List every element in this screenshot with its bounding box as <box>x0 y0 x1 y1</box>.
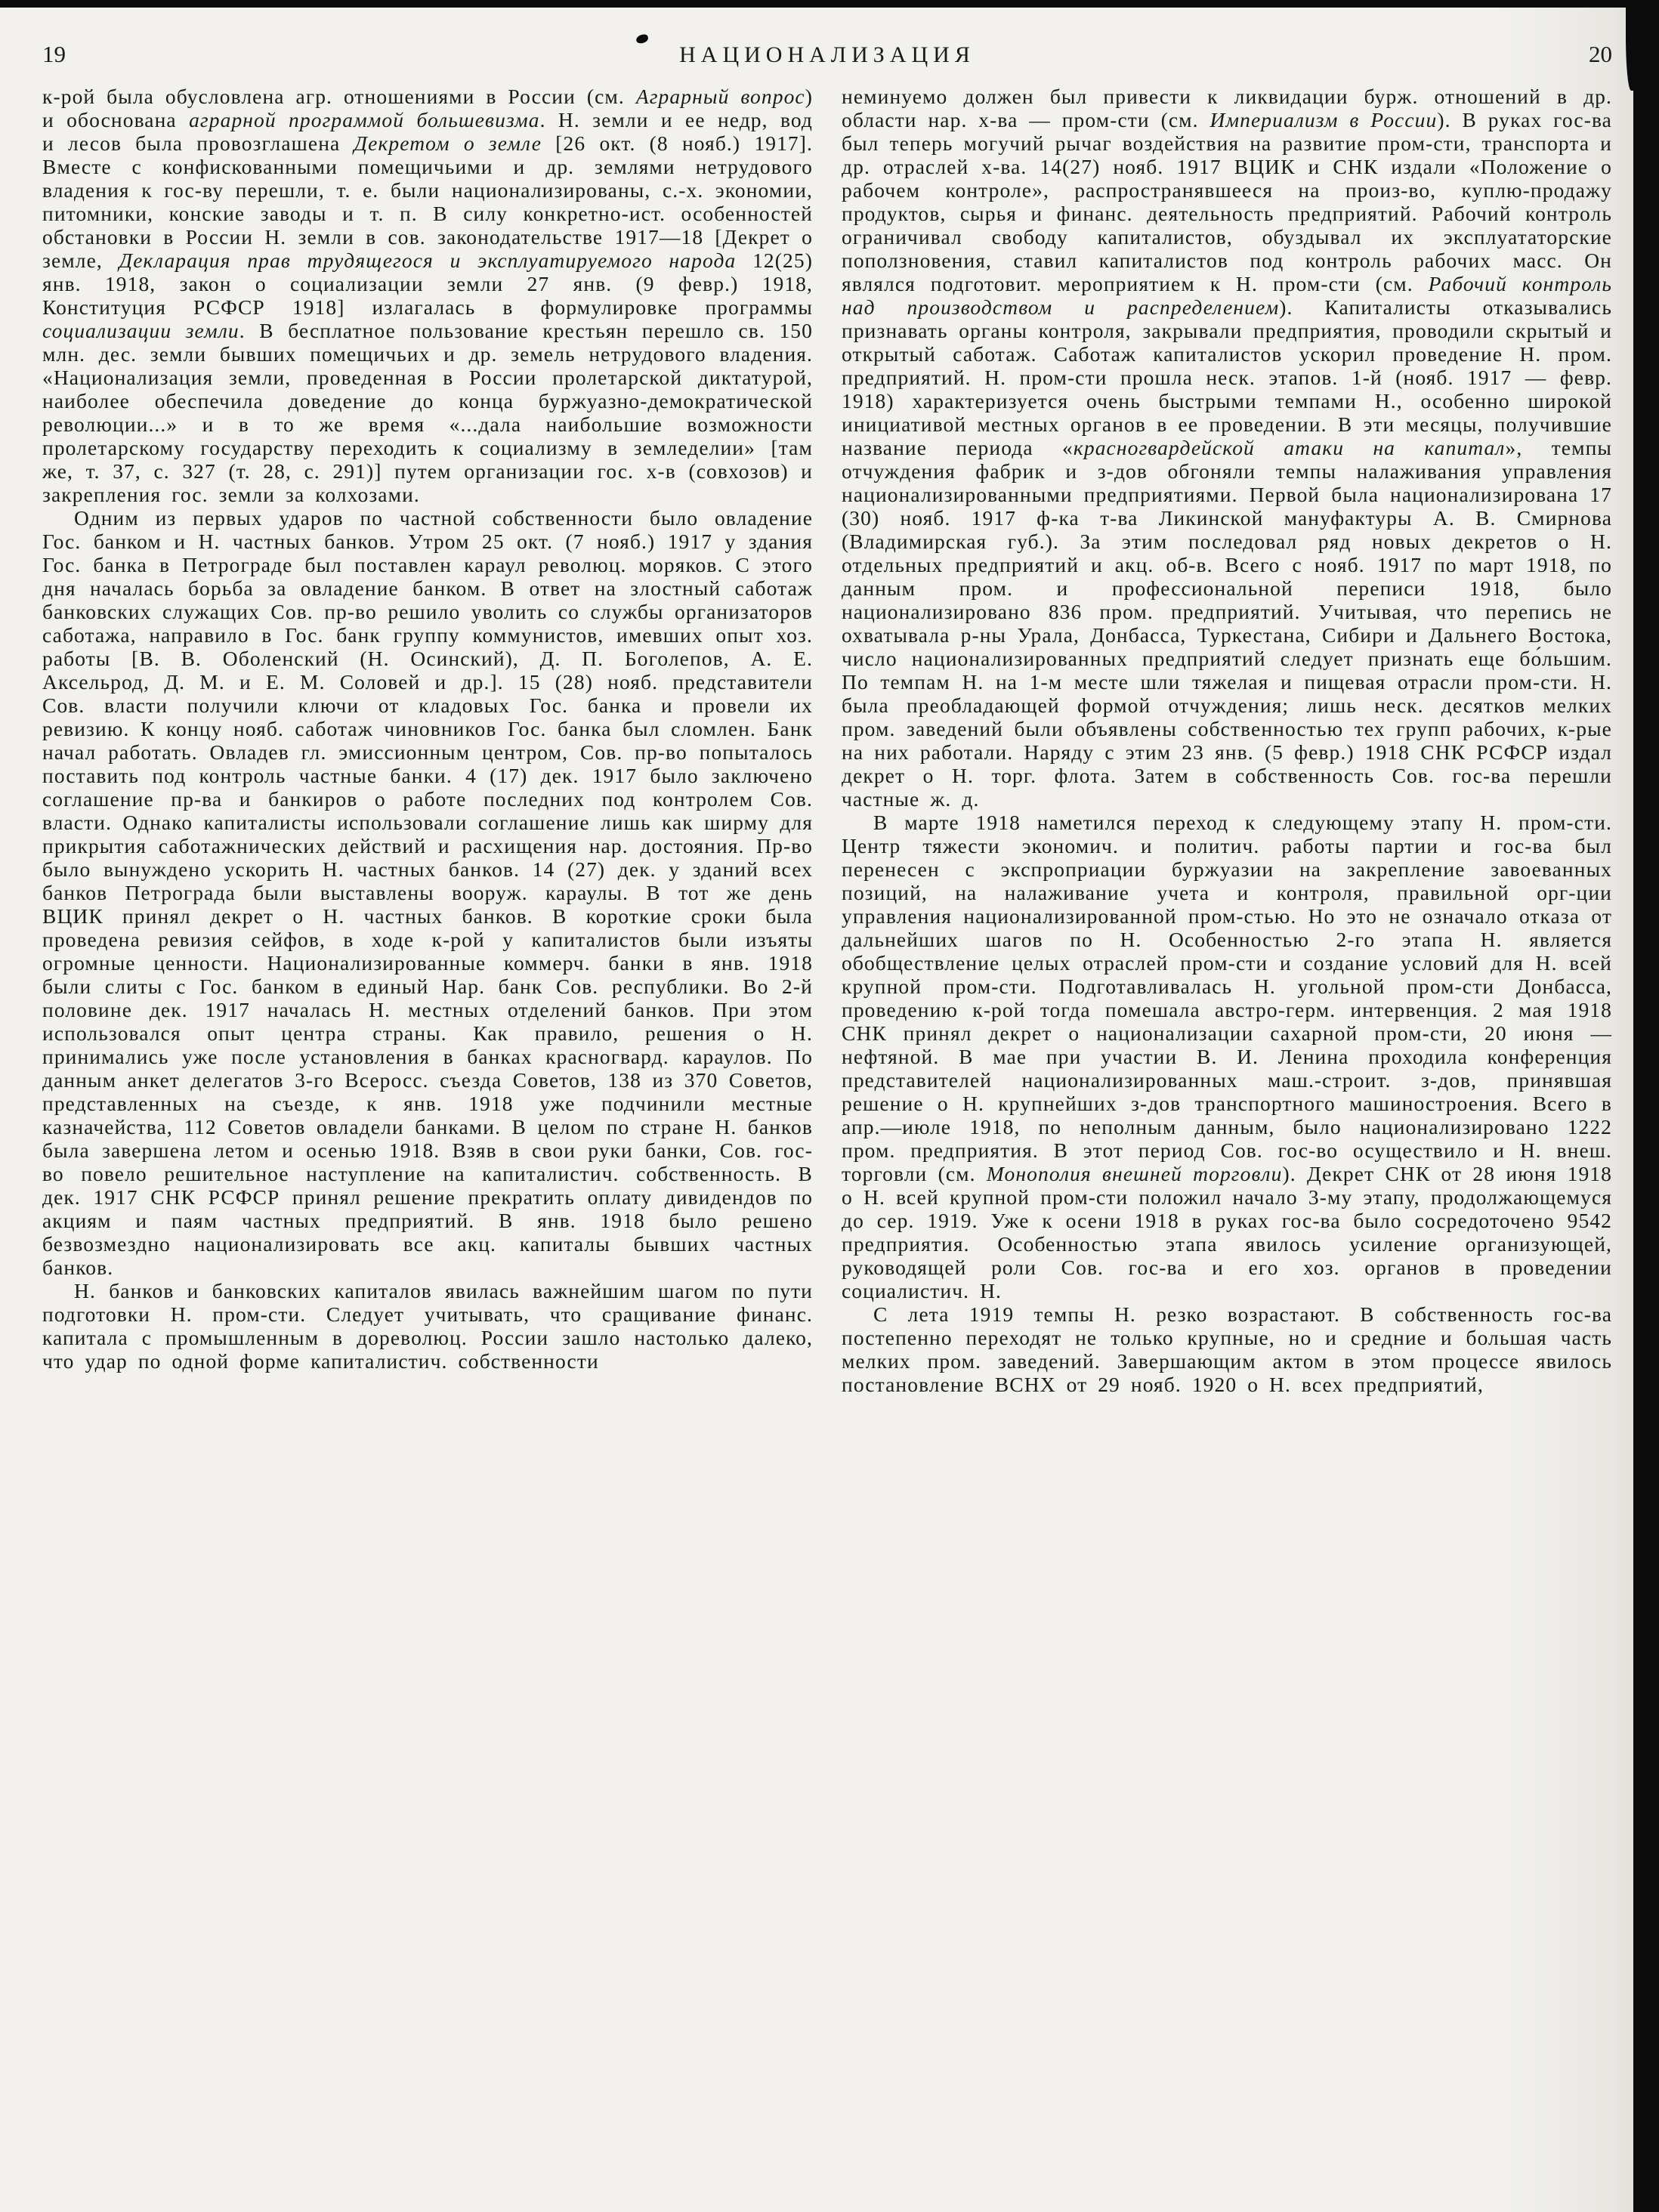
italic-term: аграрной программой большевизма <box>189 108 540 131</box>
paragraph <box>42 506 813 1279</box>
text-run: неминуемо должен был привести к ликвидации бурж. отношений в др. области нар. х-ва — пром-сти (см. <box>842 85 1612 131</box>
text-run: ). В руках гос-ва был теперь могучий рычаг воздействия на развитие пром-сти, транспорта и др. отраслей х-ва. 14(27) нояб. 1917 ВЦИК и СНК издали «Положение о рабочем контроле», распространявшееся на произ-во, куплю-продажу продуктов, сырья и финанс. деятельность предприятий. Рабочий контроль ограничивал свободу капиталистов, обуздывал их эксплуататорские поползновения, ставил капиталистов под контроль рабочих масс. Он являлся подготовит. мероприятием к Н. пром-сти (см. <box>842 108 1612 295</box>
running-title: НАЦИОНАЛИЗАЦИЯ <box>679 42 975 67</box>
italic-term: Рабочий контроль над производством и распределением <box>842 272 1612 319</box>
text-run: В марте 1918 наметился переход к следующему этапу Н. пром-сти. Центр тяжести экономич. и политич. работы партии и гос-ва был перенесен с экспроприации буржуазии на закрепление завоеванных позиций, на налаживание учета и контроля, правильной орг-ции управления национализированной пром-стью. Но это не означало отказа от дальнейших шагов по Н. Особенностью 2-го этапа Н. является обобществление целых отраслей пром-сти и создание условий для Н. всей крупной пром-сти. Подготавливалась Н. угольной пром-сти Донбасса, проведению к-рой тогда помешала австро-герм. интервенция. 2 мая 1918 СНК принял декрет о национализации сахарной пром-сти, 20 июня — нефтяной. В мае при участии В. И. Ленина проходила конференция представителей национализированных маш.-строит. з-дов, принявшая решение о Н. крупнейших з-дов транспортного машиностроения. Всего в апр.—июле 1918, по неполным данным, было национализировано 1222 пром. предприятия. В этот период Сов. гос-во осуществило и Н. внеш. торговли (см. <box>842 811 1612 1185</box>
paragraph <box>42 85 813 506</box>
column-right <box>842 85 1612 1396</box>
scan-edge-top <box>0 0 1659 8</box>
running-head <box>42 41 1612 68</box>
italic-term: Декларация прав трудящегося и эксплуатируемого народа <box>119 249 737 272</box>
italic-term: красногвардейской атаки на капитал <box>1073 436 1506 459</box>
italic-term: Монополия внешней торговли <box>986 1162 1283 1185</box>
italic-term: Аграрный вопрос <box>635 85 805 108</box>
paragraph <box>842 1302 1612 1396</box>
text-run: ). Декрет СНК от 28 июня 1918 о Н. всей крупной пром-сти положил начало 3-му этапу, продолжающемуся до сер. 1919. Уже к осени 1918 в руках гос-ва было сосредоточено 9542 предприятия. Особенностью этапа явилось усиление организующей, руководящей роли Сов. гос-ва и его хоз. органов в проведении социалистич. Н. <box>842 1162 1612 1302</box>
paragraph <box>842 85 1612 811</box>
text-run: Н. банков и банковских капиталов явилась важнейшим шагом по пути подготовки Н. пром-сти. Следует учитывать, что сращивание финанс. капитала с промышленным в дореволюц. России зашло настолько далеко, что удар по одной форме капиталистич. собственности <box>42 1279 813 1373</box>
page-content <box>42 41 1612 1396</box>
text-run: ). Капиталисты отказывались признавать органы контроля, закрывали предприятия, проводили скрытый и открытый саботаж. Саботаж капиталистов ускорил проведение Н. пром. предприятий. Н. пром-сти прошла неск. этапов. 1-й (нояб. 1917 — февр. 1918) характеризуется очень быстрыми темпами Н., особенно широкой инициативой местных органов в ее проведении. В эти месяцы, получившие название периода « <box>842 295 1612 459</box>
text-run: С лета 1919 темпы Н. резко возрастают. В собственность гос-ва постепенно переходят не только крупные, но и средние и большая часть мелких пром. заведений. Завершающим актом в этом процессе явилось постановление ВСНХ от 29 нояб. 1920 о Н. всех предприятий, <box>842 1302 1612 1396</box>
article-body <box>42 85 1612 1396</box>
paragraph <box>842 811 1612 1302</box>
text-run: [26 окт. (8 нояб.) 1917]. Вместе с конфискованными помещичьими и др. землями нетрудового владения к гос-ву перешли, т. е. были национализированы, с.-х. экономии, питомники, конские заводы и т. п. В силу конкретно-ист. особенностей обстановки в России Н. земли в сов. законодательстве 1917—18 [Декрет о земле, <box>42 131 813 272</box>
text-run: . В бесплатное пользование крестьян перешло св. 150 млн. дес. земли бывших помещичьих и др. земель нетрудового владения. «Национализация земли, проведенная в России пролетарской диктатурой, наиболее обеспечила доведение до конца буржуазно-демократической революции...» и в то же время «...дала наибольшие возможности пролетарскому государству переходить к социализму в земледелии» [там же, т. 37, с. 327 (т. 28, с. 291)] путем организации гос. х-в (совхозов) и закрепления гос. земли за колхозами. <box>42 319 813 506</box>
page-number-right: 20 <box>1589 41 1612 67</box>
text-run: 12(25) янв. 1918, закон о социализации земли 27 янв. (9 февр.) 1918, Конституция РСФСР 1918] излагалась в формулировке программы <box>42 249 813 319</box>
text-run: . Н. земли и ее недр, вод и лесов была провозглашена <box>42 108 813 155</box>
scan-edge-right <box>1633 0 1659 2212</box>
page-number-left: 19 <box>42 41 66 67</box>
text-run: Одним из первых ударов по частной собственности было овладение Гос. банком и Н. частных банков. Утром 25 окт. (7 нояб.) 1917 у здания Гос. банка в Петрограде был поставлен караул революц. моряков. С этого дня началась борьба за овладение банком. В ответ на злостный саботаж банковских служащих Сов. пр-во решило уволить со службы организаторов саботажа, направило в Гос. банк группу коммунистов, имевших опыт хоз. работы [В. В. Оболенский (Н. Осинский), Д. П. Боголепов, А. Е. Аксельрод, Д. М. и Е. М. Соловей и др.]. 15 (28) нояб. представители Сов. власти получили ключи от кладовых Гос. банка и провели их ревизию. К концу нояб. саботаж чиновников Гос. банка был сломлен. Банк начал работать. Овладев гл. эмиссионным центром, Сов. пр-во попыталось поставить под контроль частные банки. 4 (17) дек. 1917 было заключено соглашение пр-ва и банкиров о работе последних под контролем Сов. власти. Однако капиталисты использовали соглашение лишь как ширму для прикрытия саботажнических действий и расхищения нар. достояния. Пр-во было вынуждено ускорить Н. частных банков. 14 (27) дек. у зданий всех банков Петрограда были выставлены вооруж. караулы. В тот же день ВЦИК принял декрет о Н. частных банков. В короткие сроки была проведена ревизия сейфов, в ходе к-рой у капиталистов были изъяты огромные ценности. Национализированные коммерч. банки в янв. 1918 были слиты с Гос. банком в единый Нар. банк Сов. республики. Во 2-й половине дек. 1917 началась Н. местных отделений банков. При этом использовался опыт центра страны. Как правило, решения о Н. принимались уже после установления в банках красногвард. караулов. По данным анкет делегатов 3-го Всеросс. съезда Советов, 138 из 370 Советов, представленных на съезде, к янв. 1918 уже подчинили местные казначейства, 112 Советов овладели банками. В целом по стране Н. банков была завершена летом и осенью 1918. Взяв в свои руки банки, Сов. гос-во повело решительное наступление на капиталистич. собственность. В дек. 1917 СНК РСФСР принял решение прекратить оплату дивидендов по акциям и паям частных предприятий. В янв. 1918 было решено безвозмездно национализировать все акц. капиталы бывших частных банков. <box>42 506 813 1279</box>
italic-term: Декретом о земле <box>354 131 542 155</box>
italic-term: социализации земли <box>42 319 239 342</box>
text-run: ) и обоснована <box>42 85 813 131</box>
column-left <box>42 85 813 1396</box>
paragraph <box>42 1279 813 1373</box>
text-run: к-рой была обусловлена агр. отношениями в России (см. <box>42 85 636 108</box>
italic-term: Империализм в России <box>1209 108 1438 131</box>
text-run: », темпы отчуждения фабрик и з-дов обгоняли темпы налаживания управления национализированными предприятиями. Первой была национализирована 17 (30) нояб. 1917 ф-ка т-ва Ликинской мануфактуры А. В. Смирнова (Владимирская губ.). За этим последовал ряд новых декретов о Н. отдельных предприятий и акц. об-в. Всего с нояб. 1917 по март 1918, по данным пром. и профессиональной переписи 1918, было национализировано 836 пром. предприятий. Учитывая, что перепись не охватывала р-ны Урала, Донбасса, Туркестана, Сибири и Дальнего Востока, число национализированных предприятий следует признать еще бо́льшим. По темпам Н. на 1-м месте шли тяжелая и пищевая отрасли пром-сти. Н. была преобладающей формой отчуждения; лишь неск. десятков мелких пром. заведений были объявлены собственностью тех групп рабочих, к-рые на них работали. Наряду с этим 23 янв. (5 февр.) 1918 СНК РСФСР издал декрет о Н. торг. флота. Затем в собственность Сов. гос-ва перешли частные ж. д. <box>842 436 1612 811</box>
